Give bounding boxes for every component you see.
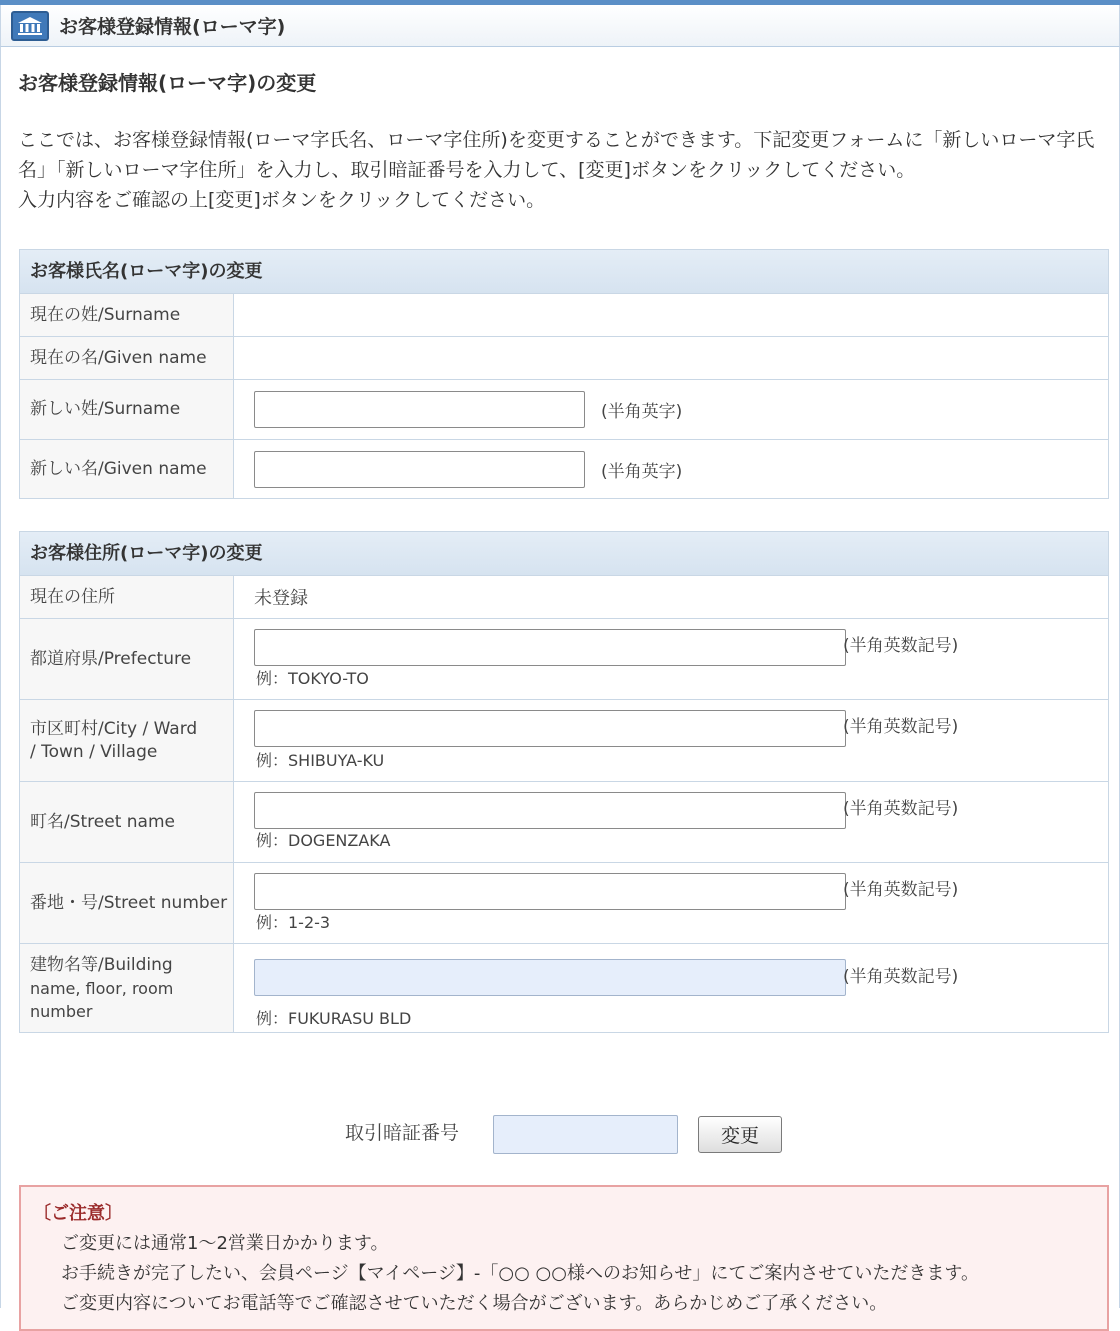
building-hint: (半角英数記号) <box>843 967 959 987</box>
change-button[interactable]: 変更 <box>698 1116 782 1153</box>
current-given-name-label: 現在の名/Given name <box>20 337 234 379</box>
intro-text <box>18 125 1108 215</box>
street-number-cell <box>234 863 1108 943</box>
current-surname-value <box>234 294 1108 336</box>
address-change-section <box>19 531 1109 1033</box>
transaction-pin-input[interactable] <box>493 1115 678 1154</box>
new-given-name-row <box>20 440 1108 498</box>
building-label-line-1: 建物名等/Building <box>30 954 173 975</box>
new-surname-input[interactable] <box>254 391 585 428</box>
current-given-name-value <box>234 337 1108 379</box>
building-example: 例：FUKURASU BLD <box>256 1009 412 1028</box>
new-given-name-input[interactable] <box>254 451 585 488</box>
prefecture-label: 都道府県/Prefecture <box>20 619 234 699</box>
street-number-label: 番地・号/Street number <box>20 863 234 943</box>
prefecture-example: 例：TOKYO-TO <box>256 669 369 688</box>
city-row <box>20 700 1108 782</box>
notice-line-2: お手続きが完了したい、会員ページ【マイページ】-「○○ ○○様へのお知らせ」にてご案内させていただきます。 <box>61 1263 979 1284</box>
street-name-input[interactable] <box>254 792 846 829</box>
intro-line-2: 名」「新しいローマ字住所」を入力し、取引暗証番号を入力して、[変更]ボタンをクリックしてください。 <box>18 159 916 181</box>
name-change-section <box>19 249 1109 499</box>
new-given-name-hint: (半角英字) <box>601 461 683 482</box>
current-surname-row <box>20 294 1108 337</box>
street-number-hint: (半角英数記号) <box>843 880 959 900</box>
current-given-name-row <box>20 337 1108 380</box>
building-input[interactable] <box>254 959 846 996</box>
page-title: お客様登録情報(ローマ字)の変更 <box>18 71 317 95</box>
prefecture-input[interactable] <box>254 629 846 666</box>
section-title: お客様住所(ローマ字)の変更 <box>20 532 1108 576</box>
city-cell <box>234 700 1108 781</box>
building-row <box>20 944 1108 1032</box>
street-name-cell <box>234 782 1108 862</box>
section-title: お客様氏名(ローマ字)の変更 <box>20 250 1108 294</box>
street-name-row <box>20 782 1108 863</box>
header-bar <box>0 5 1120 47</box>
new-given-name-label: 新しい名/Given name <box>20 440 234 498</box>
current-address-value: 未登録 <box>254 588 308 609</box>
city-hint: (半角英数記号) <box>843 717 959 737</box>
notice-line-3: ご変更内容についてお電話等でご確認させていただく場合がございます。あらかじめご了承ください。 <box>61 1293 888 1314</box>
street-number-row <box>20 863 1108 944</box>
city-label <box>20 700 234 781</box>
building-label-line-3: number <box>30 1001 93 1021</box>
notice-title: 〔ご注意〕 <box>33 1203 123 1224</box>
transaction-pin-label: 取引暗証番号 <box>345 1122 460 1144</box>
new-surname-label: 新しい姓/Surname <box>20 380 234 439</box>
building-label <box>20 944 234 1032</box>
street-name-example: 例：DOGENZAKA <box>256 831 391 850</box>
new-surname-hint: (半角英字) <box>601 402 683 422</box>
intro-line-3: 入力内容をご確認の上[変更]ボタンをクリックしてください。 <box>18 189 546 211</box>
new-given-name-cell <box>234 440 1108 498</box>
new-surname-cell <box>234 380 1108 439</box>
street-name-hint: (半角英数記号) <box>843 799 959 819</box>
city-example: 例：SHIBUYA-KU <box>256 751 385 770</box>
bank-icon <box>11 11 49 41</box>
prefecture-hint: (半角英数記号) <box>843 636 959 656</box>
current-address-label: 現在の住所 <box>20 576 234 618</box>
prefecture-cell <box>234 619 1108 699</box>
new-surname-row <box>20 380 1108 440</box>
current-address-row <box>20 576 1108 619</box>
main-content <box>0 47 1120 1314</box>
street-name-label: 町名/Street name <box>20 782 234 862</box>
city-label-line-2: / Town / Village <box>30 741 158 762</box>
building-cell <box>234 944 1108 1032</box>
city-input[interactable] <box>254 710 846 747</box>
notice-line-1: ご変更には通常1～2営業日かかります。 <box>61 1233 389 1254</box>
header-title: お客様登録情報(ローマ字) <box>59 16 286 38</box>
current-surname-label: 現在の姓/Surname <box>20 294 234 336</box>
street-number-example: 例：1-2-3 <box>256 913 331 932</box>
street-number-input[interactable] <box>254 873 846 910</box>
intro-line-1: ここでは、お客様登録情報(ローマ字氏名、ローマ字住所)を変更することができます。下記変更フォームに「新しいローマ字氏 <box>18 129 1095 151</box>
prefecture-row <box>20 619 1108 700</box>
building-label-line-2: name, floor, room <box>30 978 174 998</box>
city-label-line-1: 市区町村/City / Ward <box>30 718 198 739</box>
notice-box <box>19 1185 1109 1331</box>
